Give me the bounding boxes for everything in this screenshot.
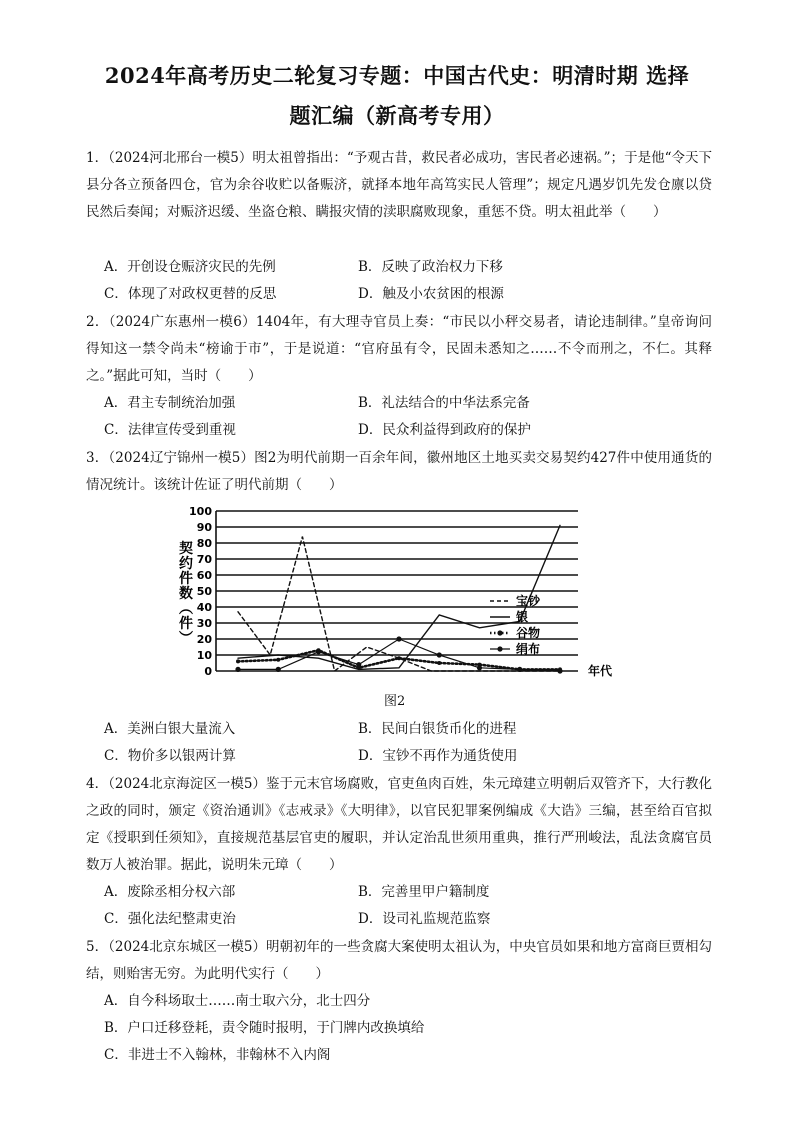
option-b[interactable]: B．礼法结合的中华法系完备 bbox=[358, 395, 530, 411]
y-axis-label-char: 件 bbox=[179, 616, 193, 632]
question-number: 5． bbox=[86, 939, 109, 955]
option-a[interactable]: A．废除丞相分权六部 bbox=[104, 884, 236, 900]
y-tick-label: 0 bbox=[204, 665, 212, 678]
option-a[interactable]: A．美洲白银大量流入 bbox=[104, 721, 236, 737]
data-point bbox=[397, 656, 401, 660]
option-b[interactable]: B．完善里甲户籍制度 bbox=[358, 884, 490, 900]
option-d[interactable]: D．触及小农贫困的根源 bbox=[358, 286, 504, 302]
question-number: 2． bbox=[86, 314, 109, 330]
y-tick-label: 90 bbox=[196, 521, 212, 534]
data-point bbox=[557, 668, 562, 673]
question-number: 1． bbox=[86, 150, 109, 166]
data-point bbox=[276, 658, 280, 662]
option-c[interactable]: C．法律宣传受到重视 bbox=[104, 422, 236, 438]
data-point bbox=[276, 667, 281, 672]
option-d[interactable]: D．宝钞不再作为通货使用 bbox=[358, 748, 518, 764]
question-3 bbox=[86, 445, 712, 499]
y-axis-label-char: 数 bbox=[179, 586, 193, 602]
data-point bbox=[517, 667, 522, 672]
question-1 bbox=[86, 145, 712, 226]
data-point bbox=[477, 665, 482, 670]
data-point bbox=[356, 662, 361, 667]
option-b[interactable]: B．反映了政治权力下移 bbox=[358, 259, 503, 275]
x-axis-label: 年代 bbox=[588, 664, 613, 678]
question-text: （2024河北邢台一模5）明太祖曾指出：“予观古昔，救民者必成功，害民者必速祸。”；于是他“令天下县分各立预备四仓，官为余谷收贮以备赈济，就择本地年高笃实民人管理”；规定凡遇岁饥先发仓廪以贷民然后奏闻；对赈济迟缓、坐盗仓粮、瞒报灾情的渎职腐败现象，重惩不贷。明太祖此举（ ） bbox=[86, 150, 712, 220]
legend-marker bbox=[497, 646, 502, 651]
question-text: （2024北京东城区一模5）明朝初年的一些贪腐大案使明太祖认为，中央官员如果和地方富商巨贾相勾结，则贻害无穷。为此明代实行（ ） bbox=[86, 939, 712, 982]
data-point bbox=[437, 661, 441, 665]
y-tick-label: 40 bbox=[196, 601, 212, 614]
question-number: 3． bbox=[86, 450, 109, 466]
y-tick-label: 70 bbox=[196, 553, 212, 566]
option-a[interactable]: A．自今科场取士……南士取六分，北士四分 bbox=[104, 993, 371, 1009]
question-text: （2024辽宁锦州一模5）图2为明代前期一百余年间，徽州地区土地买卖交易契约427件中使用通货的情况统计。该统计佐证了明代前期（ ） bbox=[86, 450, 712, 493]
option-c[interactable]: C．体现了对政权更替的反思 bbox=[104, 286, 277, 302]
y-axis-label-char: ︵ bbox=[179, 601, 193, 617]
data-point bbox=[437, 652, 442, 657]
y-tick-label: 30 bbox=[196, 617, 212, 630]
question-5 bbox=[86, 934, 712, 988]
option-d[interactable]: D．设司礼监规范监察 bbox=[358, 911, 491, 927]
legend-label: 宝钞 bbox=[516, 594, 541, 608]
option-c[interactable]: C．强化法纪整肃吏治 bbox=[104, 911, 236, 927]
option-d[interactable]: D．民众利益得到政府的保护 bbox=[358, 422, 531, 438]
currency-usage-line-chart bbox=[178, 503, 638, 685]
figure-caption: 图2 bbox=[384, 694, 406, 709]
option-a[interactable]: A．开创设仓赈济灾民的先例 bbox=[104, 259, 276, 275]
question-number: 4． bbox=[86, 776, 109, 792]
question-4 bbox=[86, 771, 712, 879]
question-text: （2024广东惠州一模6）1404年，有大理寺官员上奏：“市民以小秤交易者，请论违制律。”皇帝询问得知这一禁令尚未“榜谕于市”，于是说道：“官府虽有令，民固未悉知之……不令而刑之，不仁。其释之。”据此可知，当时（ ） bbox=[86, 314, 712, 384]
legend-label: 谷物 bbox=[516, 626, 541, 640]
option-b[interactable]: B．民间白银货币化的进程 bbox=[358, 721, 517, 737]
document-title-line-1: 2024年高考历史二轮复习专题：中国古代史：明清时期 选择 bbox=[104, 63, 690, 88]
option-c[interactable]: C．非进士不入翰林，非翰林不入内阁 bbox=[104, 1047, 331, 1063]
y-axis-label-char: 件 bbox=[179, 571, 193, 587]
y-axis-label-char: 约 bbox=[179, 556, 193, 572]
legend-label: 银 bbox=[516, 610, 529, 624]
y-tick-label: 80 bbox=[196, 537, 212, 550]
option-c[interactable]: C．物价多以银两计算 bbox=[104, 748, 236, 764]
legend-label: 绢布 bbox=[516, 642, 541, 656]
legend-marker bbox=[497, 630, 502, 635]
question-2 bbox=[86, 309, 712, 390]
question-text: （2024北京海淀区一模5）鉴于元末官场腐败，官吏鱼肉百姓，朱元璋建立明朝后双管齐下，大行教化之政的同时，颁定《资治通训》《志戒录》《大明律》，以官民犯罪案例编成《大诰》三编，甚至给百官拟定《授职到任须知》，直接规范基层官吏的履职，并认定治乱世须用重典，推行严刑峻法，乱法贪腐官员数万人被治罪。据此，说明朱元璋（ ） bbox=[86, 776, 712, 873]
y-tick-label: 60 bbox=[196, 569, 212, 582]
series-line bbox=[238, 537, 560, 671]
data-point bbox=[316, 649, 321, 654]
y-tick-label: 50 bbox=[196, 585, 212, 598]
y-axis-label-char: 契 bbox=[179, 541, 193, 557]
data-point bbox=[235, 667, 240, 672]
y-tick-label: 20 bbox=[196, 633, 212, 646]
option-b[interactable]: B．户口迁移登耗，责令随时报明，于门牌内改换填给 bbox=[104, 1020, 425, 1036]
data-point bbox=[236, 659, 240, 663]
option-a[interactable]: A．君主专制统治加强 bbox=[104, 395, 236, 411]
y-tick-label: 10 bbox=[196, 649, 212, 662]
data-point bbox=[396, 636, 401, 641]
y-tick-label: 100 bbox=[189, 505, 212, 518]
y-axis-label-char: ︶ bbox=[179, 631, 193, 647]
document-title-line-2: 题汇编（新高考专用） bbox=[289, 103, 505, 128]
